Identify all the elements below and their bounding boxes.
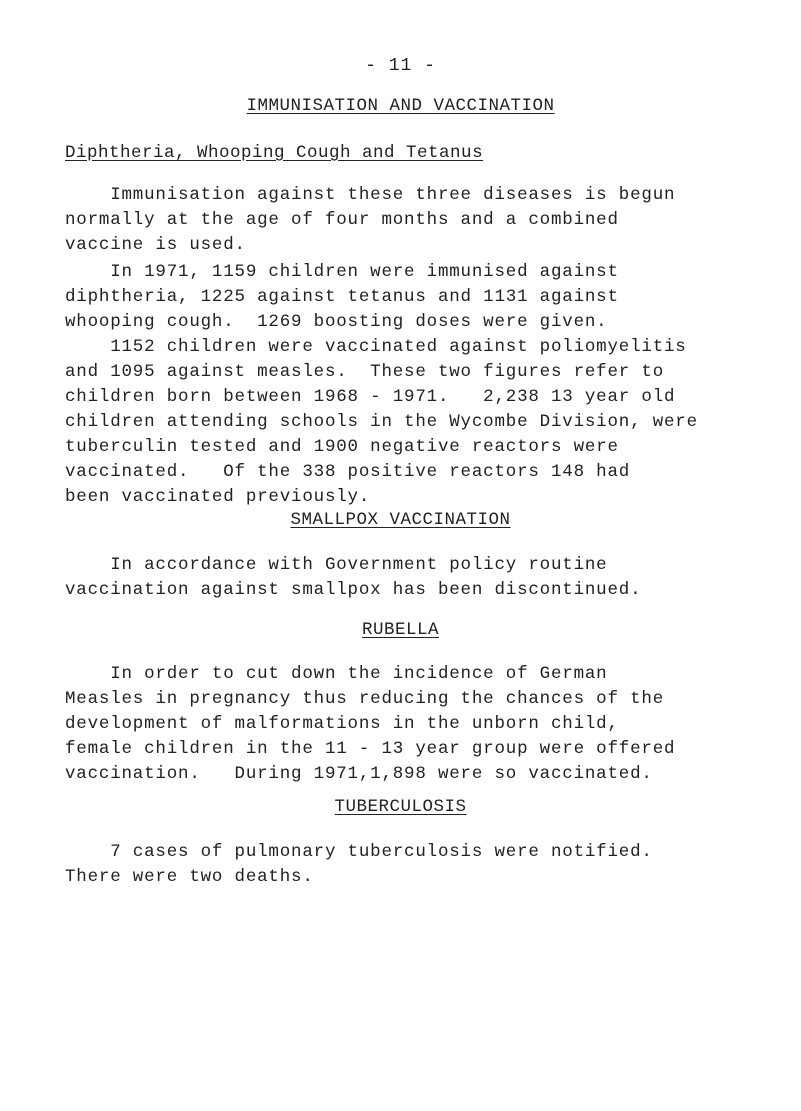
text-line: In accordance with Government policy routine bbox=[65, 555, 608, 575]
text-line: vaccination against smallpox has been discontinued. bbox=[65, 580, 642, 600]
section-heading-smallpox: SMALLPOX VACCINATION bbox=[290, 510, 511, 530]
paragraph-1971-immunisations bbox=[65, 260, 785, 335]
text-line: whooping cough. 1269 boosting doses were given. bbox=[65, 312, 608, 332]
text-line: In order to cut down the incidence of German bbox=[65, 664, 608, 684]
paragraph-tuberculosis bbox=[65, 840, 785, 890]
text-line: been vaccinated previously. bbox=[65, 487, 371, 507]
text-line: Immunisation against these three diseases is begun bbox=[65, 185, 676, 205]
text-line: diphtheria, 1225 against tetanus and 1131 against bbox=[65, 287, 619, 307]
text-line: female children in the 11 - 13 year group were offered bbox=[65, 739, 676, 759]
text-line: 1152 children were vaccinated against poliomyelitis bbox=[65, 337, 687, 357]
text-line: tuberculin tested and 1900 negative reactors were bbox=[65, 437, 619, 457]
text-line: children born between 1968 - 1971. 2,238 13 year old bbox=[65, 387, 676, 407]
paragraph-immunisation-intro bbox=[65, 183, 785, 258]
section-heading-rubella: RUBELLA bbox=[361, 620, 439, 640]
text-line: Measles in pregnancy thus reducing the chances of the bbox=[65, 689, 664, 709]
text-line: vaccine is used. bbox=[65, 235, 246, 255]
text-line: In 1971, 1159 children were immunised against bbox=[65, 262, 619, 282]
text-line: development of malformations in the unborn child, bbox=[65, 714, 619, 734]
text-line: children attending schools in the Wycombe Division, were bbox=[65, 412, 698, 432]
page-number: - 11 - bbox=[365, 56, 436, 76]
text-line: normally at the age of four months and a combined bbox=[65, 210, 619, 230]
section-heading-diphtheria: Diphtheria, Whooping Cough and Tetanus bbox=[65, 143, 484, 163]
section-heading-tuberculosis: TUBERCULOSIS bbox=[334, 797, 467, 817]
paragraph-polio-measles-tb bbox=[65, 335, 785, 510]
text-line: and 1095 against measles. These two figures refer to bbox=[65, 362, 664, 382]
paragraph-rubella bbox=[65, 662, 785, 787]
paragraph-smallpox bbox=[65, 553, 785, 603]
text-line: There were two deaths. bbox=[65, 867, 314, 887]
text-line: vaccinated. Of the 338 positive reactors 148 had bbox=[65, 462, 631, 482]
text-line: 7 cases of pulmonary tuberculosis were notified. bbox=[65, 842, 653, 862]
page-title: IMMUNISATION AND VACCINATION bbox=[246, 96, 555, 116]
text-line: vaccination. During 1971,1,898 were so vaccinated. bbox=[65, 764, 653, 784]
